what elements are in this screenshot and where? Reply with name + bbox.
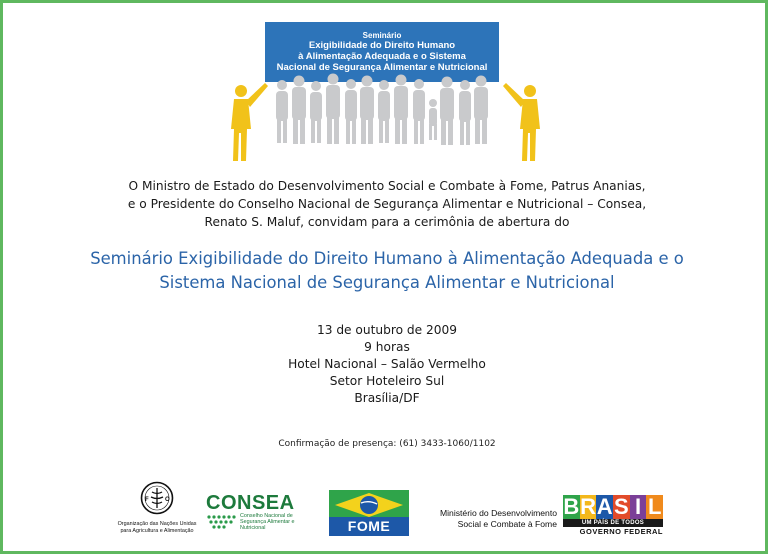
banner-kicker: Seminário (362, 31, 402, 40)
fome-zero-flag-icon (329, 490, 409, 518)
consea-logo (206, 493, 326, 531)
event-title (23, 247, 751, 295)
event-title-line-2: Sistema Nacional de Segurança Alimentar e Nutricional (159, 273, 615, 292)
svg-text:F: F (145, 497, 149, 503)
fome-zero-wordmark: FOME ZERO (329, 517, 409, 536)
consea-dots-icon (206, 513, 240, 533)
event-city: Brasília/DF (354, 391, 420, 405)
invitation-line-2: e o Presidente do Conselho Nacional de Segurança Alimentar e Nutricional – Consea, (127, 197, 647, 211)
consea-sub-line-2: Segurança Alimentar e (240, 519, 295, 525)
event-time: 9 horas (364, 340, 410, 354)
event-title-line-1: Seminário Exigibilidade do Direito Humano à Alimentação Adequada e o (90, 249, 684, 268)
consea-wordmark: CONSEA (206, 492, 295, 514)
rsvp-line: Confirmação de presença: (61) 3433-1060/1102 (278, 439, 496, 449)
ministerio-line-1: Ministério do Desenvolvimento (439, 508, 557, 518)
fao-logo (109, 481, 205, 534)
fao-name-line-1: Organização das Nações Unidas (117, 521, 197, 527)
crowd-silhouettes-icon (276, 74, 488, 146)
event-venue: Hotel Nacional – Salão Vermelho (288, 357, 486, 371)
governo-federal-label: GOVERNO FEDERAL (579, 527, 663, 536)
fao-name-line-2: para Agricultura e Alimentação (120, 527, 194, 534)
banner-line-2: à Alimentação Adequada e o Sistema (298, 51, 466, 62)
invitation-line-1: O Ministro de Estado do Desenvolvimento Social e Combate à Fome, Patrus Ananias, (128, 179, 646, 193)
consea-sub-line-3: Nutricional (240, 525, 266, 531)
banner-line-3: Nacional de Segurança Alimentar e Nutricional (276, 62, 488, 73)
banner-line-1: Exigibilidade do Direito Humano (308, 40, 456, 51)
crowd-illustration (229, 69, 545, 169)
ministerio-logo (419, 508, 557, 530)
event-details (187, 322, 587, 407)
invitation-line-3: Renato S. Maluf, convidam para a cerimônia de abertura do (204, 215, 570, 229)
ministerio-line-2: Social e Combate à Fome (457, 519, 557, 529)
brasil-wordmark-icon: B R A S I L (563, 494, 662, 519)
brasil-slogan: UM PAÍS DE TODOS (563, 519, 663, 527)
event-date: 13 de outubro de 2009 (316, 323, 458, 337)
event-sector: Setor Hoteleiro Sul (329, 374, 445, 388)
fao-emblem-icon (137, 481, 177, 515)
consea-sub-line-1: Conselho Nacional de (240, 513, 293, 519)
invitation-text (63, 177, 711, 231)
fome-zero-logo (329, 490, 409, 553)
brasil-governo-logo (563, 495, 663, 537)
svg-text:O: O (165, 497, 170, 503)
